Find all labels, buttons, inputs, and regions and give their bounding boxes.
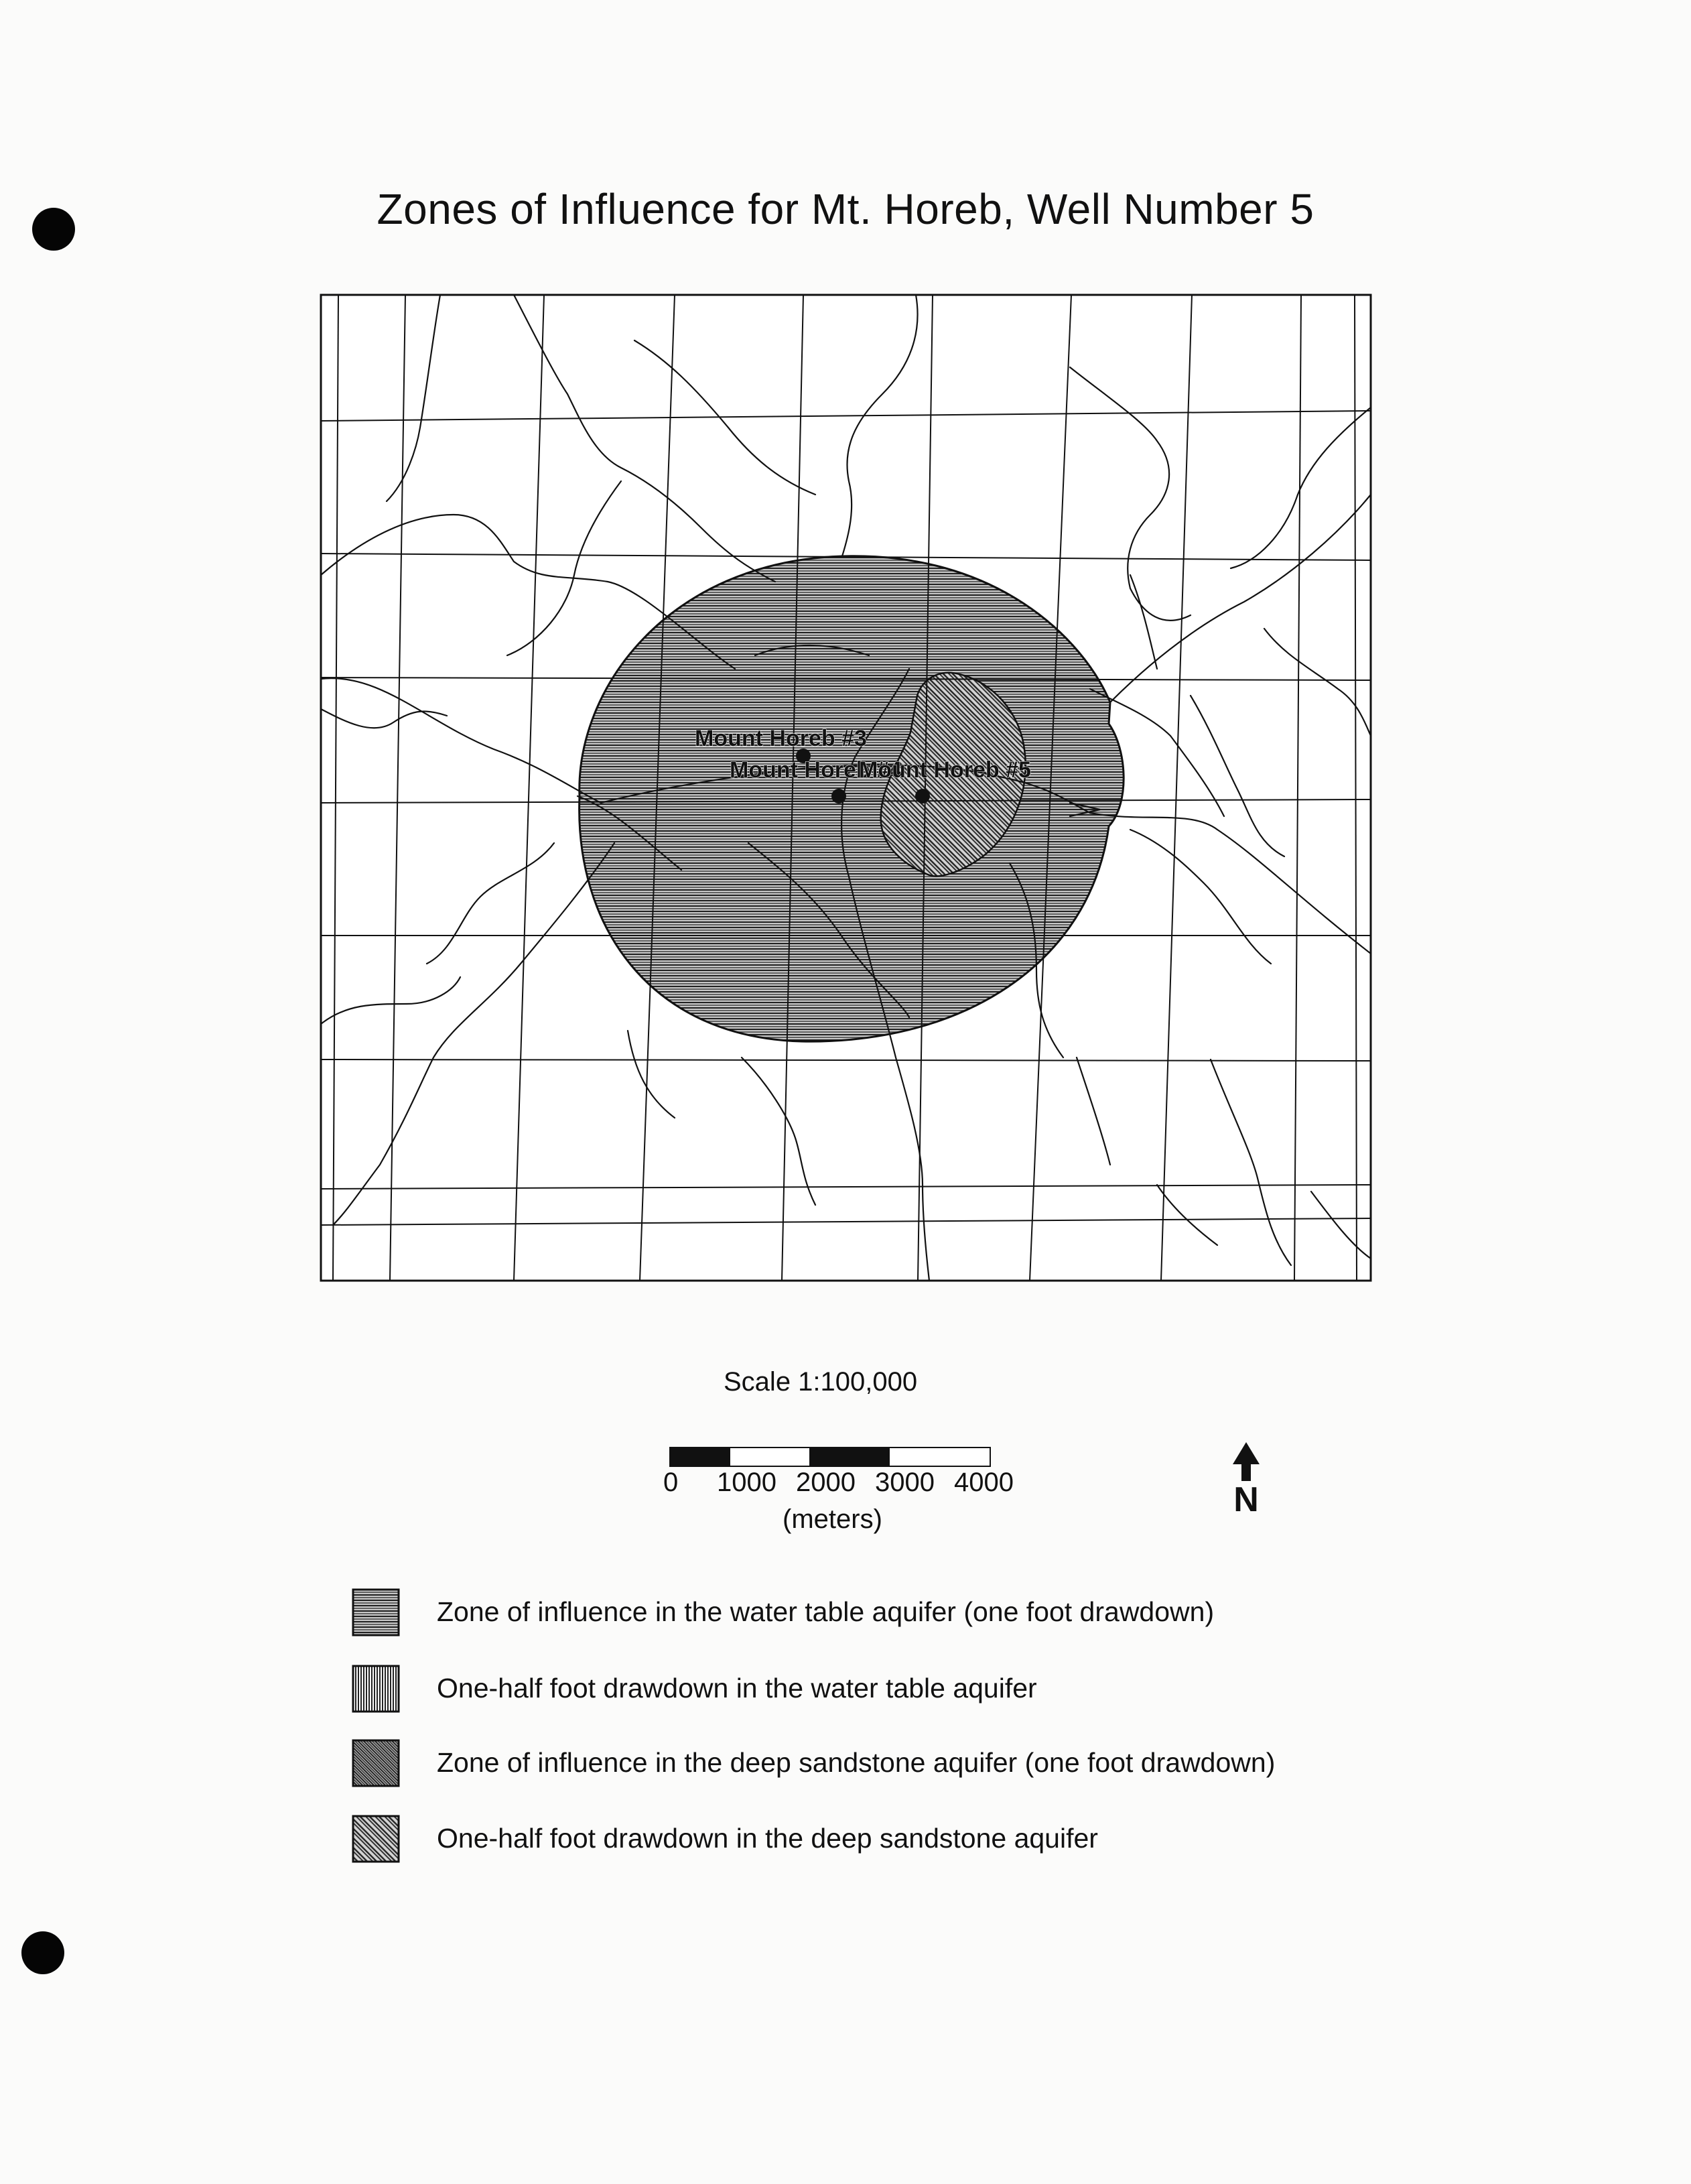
legend-swatch-horizontal-hatch [352, 1588, 400, 1636]
punch-hole-bottom [21, 1931, 64, 1974]
well-marker [915, 789, 930, 804]
scale-tick-label: 3000 [875, 1468, 935, 1497]
map-frame [320, 294, 1372, 1282]
legend-label: Zone of influence in the deep sandstone aquifer (one foot drawdown) [437, 1747, 1276, 1778]
map-title: Zones of Influence for Mt. Horeb, Well Number 5 [377, 185, 1314, 233]
legend-label: Zone of influence in the water table aquifer (one foot drawdown) [437, 1596, 1215, 1627]
legend-swatch-diagonal-hatch [352, 1815, 400, 1863]
scale-tick-label: 0 [663, 1468, 679, 1497]
scale-tick-label: 4000 [954, 1468, 1014, 1497]
map-canvas [320, 294, 1372, 1282]
well-label: Mount Horeb #3 [695, 726, 867, 751]
scale-tick-label: 1000 [717, 1468, 776, 1497]
scale-bar-segment [809, 1448, 890, 1466]
scale-units: (meters) [783, 1504, 882, 1534]
legend-swatch-vertical-hatch [352, 1665, 400, 1713]
scale-bar [663, 1444, 998, 1471]
legend-label: One-half foot drawdown in the water table aquifer [437, 1673, 1037, 1704]
north-arrow-icon [1223, 1441, 1270, 1515]
north-label: N [1233, 1480, 1259, 1515]
scale-tick-label: 2000 [796, 1468, 856, 1497]
scale-label: Scale 1:100,000 [724, 1367, 918, 1397]
scale-bar-segment [670, 1448, 730, 1466]
legend-swatch-dense-diagonal-hatch [352, 1739, 400, 1787]
legend-label: One-half foot drawdown in the deep sandstone aquifer [437, 1823, 1098, 1854]
well-marker [831, 789, 846, 804]
well-label: Mount Horeb #4 [730, 757, 902, 783]
well-label: Mount Horeb #5 [859, 757, 1031, 783]
